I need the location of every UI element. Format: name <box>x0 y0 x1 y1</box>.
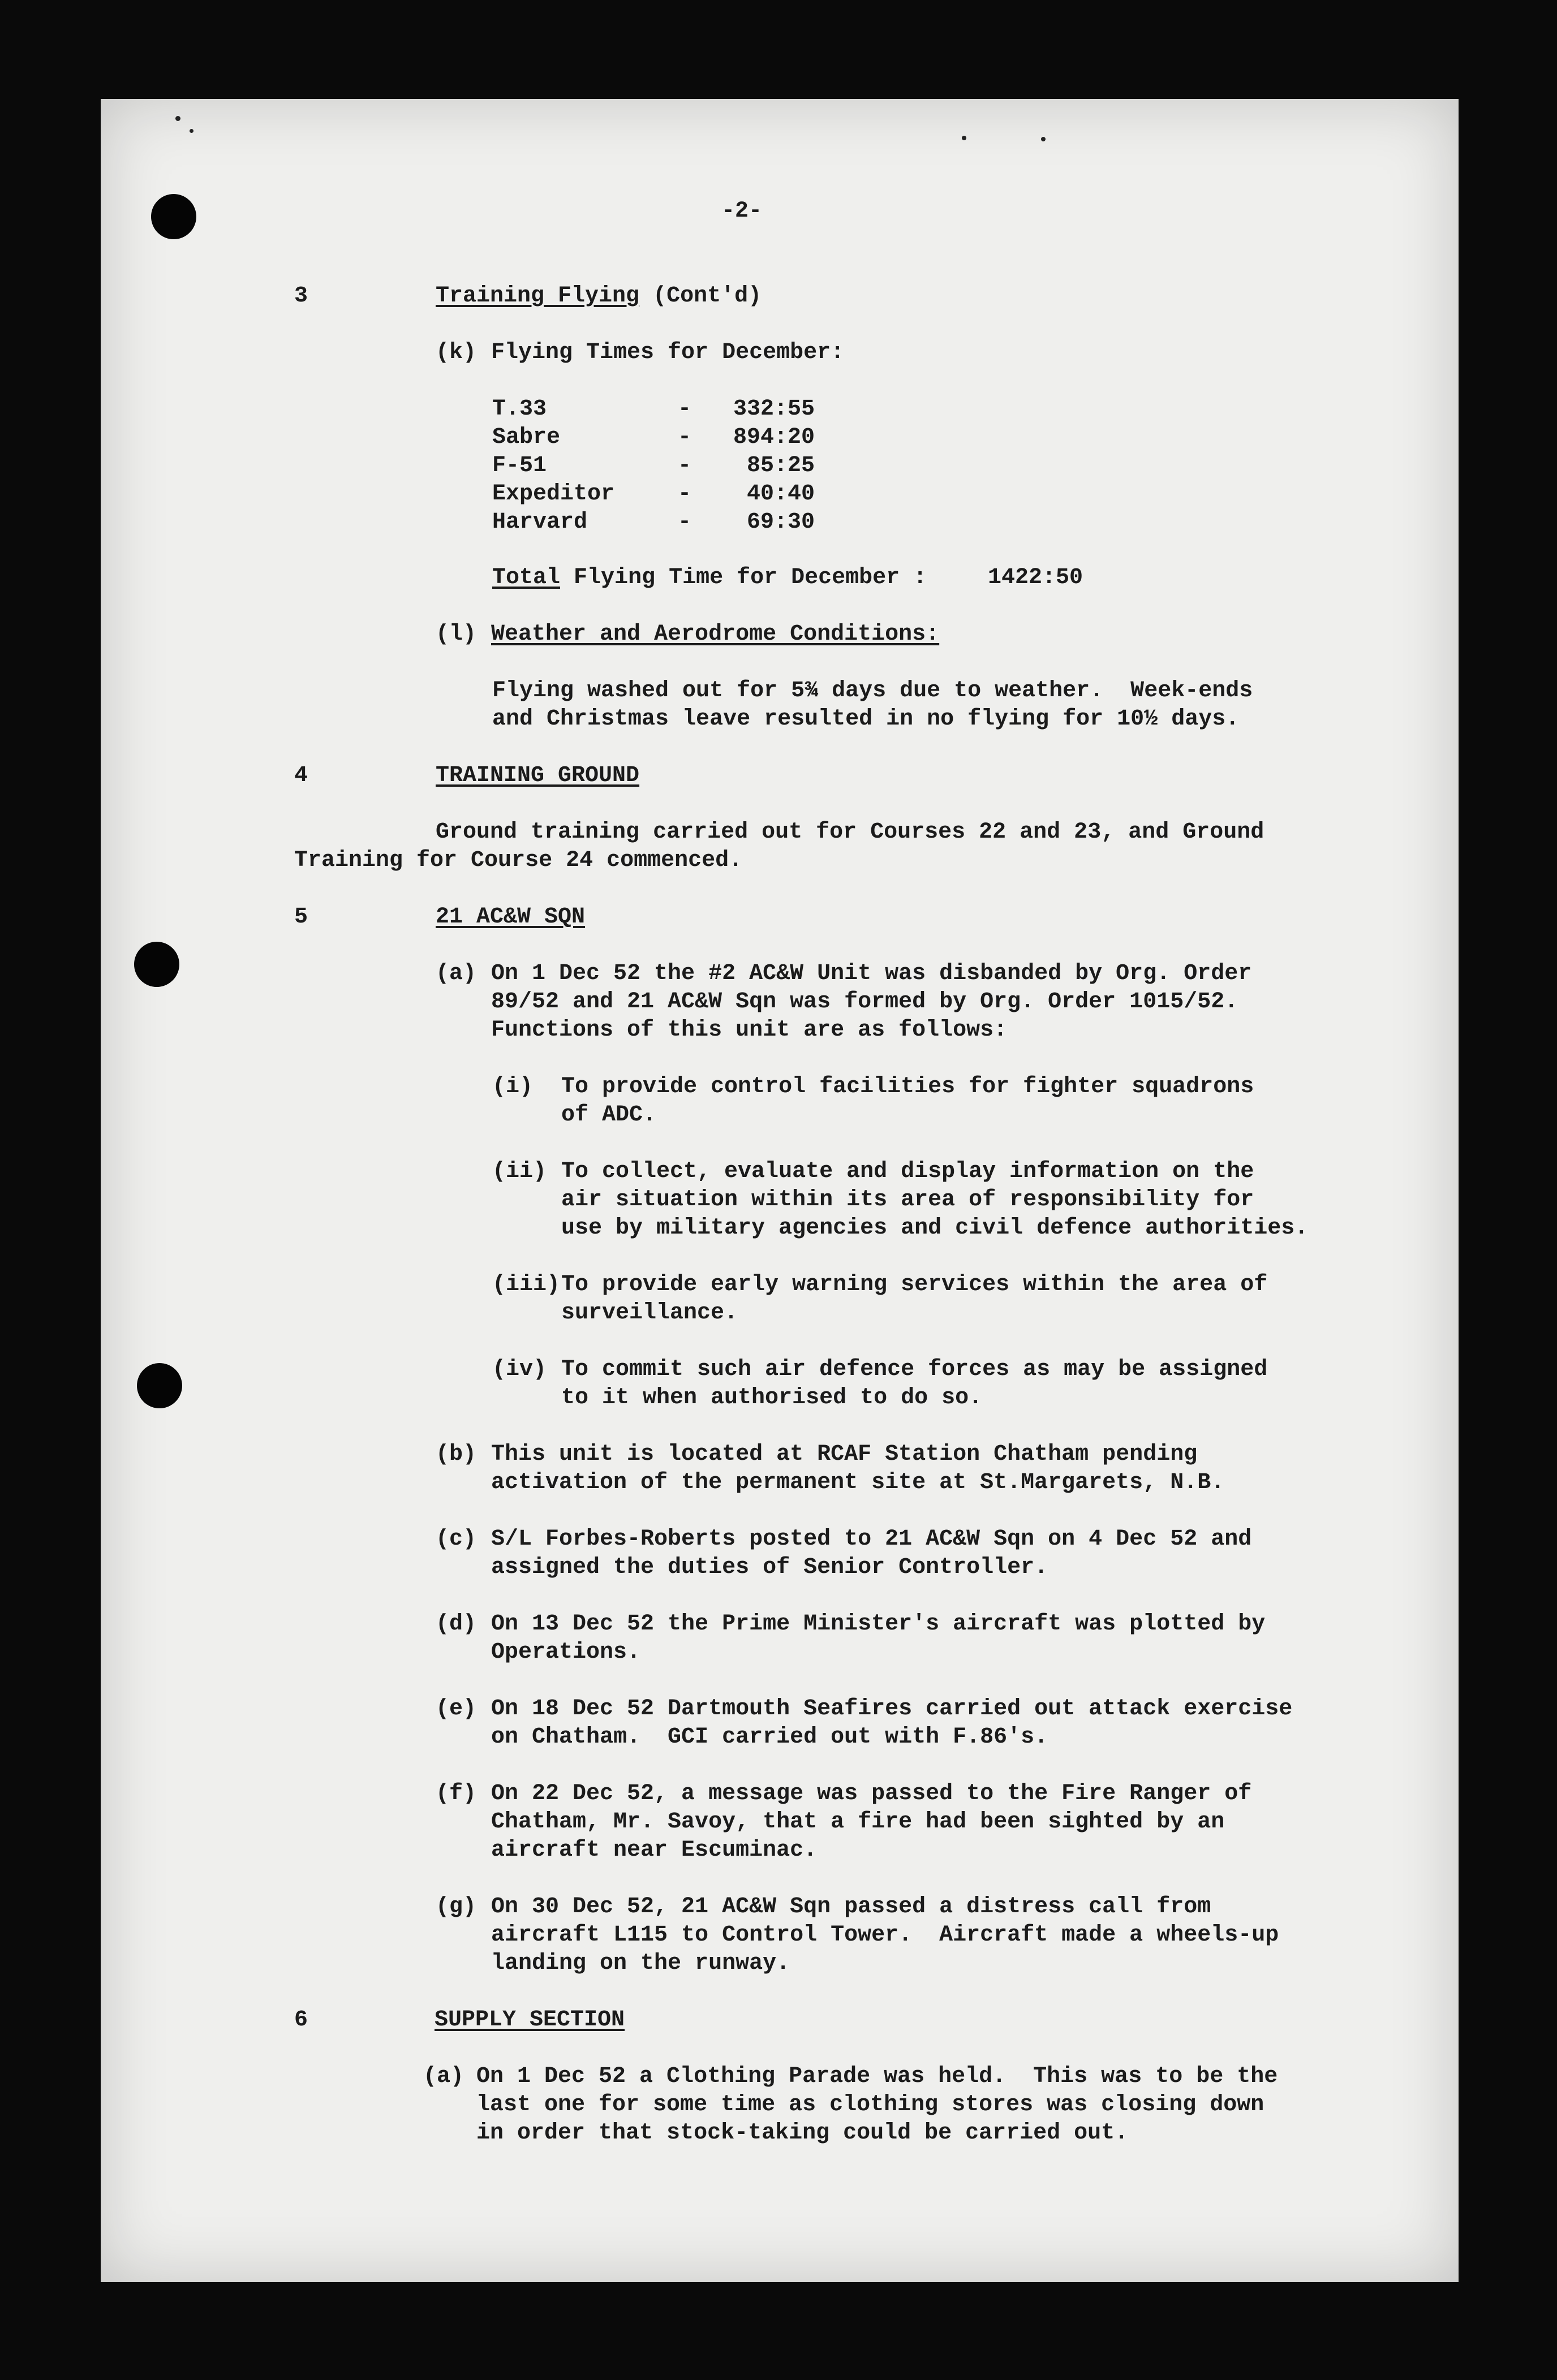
item-label: (g) <box>436 1894 477 1920</box>
punch-hole-lower <box>137 1363 182 1408</box>
time-aircraft: Harvard <box>492 510 588 535</box>
item-line: assigned the duties of Senior Controller. <box>491 1555 1048 1580</box>
item-a-line: 89/52 and 21 AC&W Sqn was formed by Org. Order 1015/52. <box>491 989 1238 1015</box>
function-label: (ii) <box>492 1159 547 1184</box>
item-a-label: (a) <box>436 961 477 986</box>
time-value: 894:20 <box>733 425 815 450</box>
item-label: (d) <box>436 1611 477 1637</box>
item-line: S/L Forbes-Roberts posted to 21 AC&W Sqn on 4 Dec 52 and <box>491 1527 1252 1552</box>
dust-speck <box>1041 137 1046 141</box>
item-label: (c) <box>436 1527 477 1552</box>
weather-line: and Christmas leave resulted in no flying for 10½ days. <box>492 706 1240 732</box>
total-text: Flying Time for December : <box>574 565 927 590</box>
time-dash: - <box>678 396 692 422</box>
section-3-title: Training Flying <box>436 283 640 309</box>
time-value: 332:55 <box>733 396 815 422</box>
punch-hole-top <box>151 194 196 239</box>
dust-speck <box>962 136 966 140</box>
function-label: (i) <box>492 1074 534 1100</box>
time-aircraft: Sabre <box>492 425 561 450</box>
function-line: of ADC. <box>561 1102 657 1128</box>
item-label: (e) <box>436 1696 477 1722</box>
total-line <box>492 563 927 593</box>
supply-item-line: in order that stock-taking could be carried out. <box>476 2120 1129 2146</box>
time-dash: - <box>678 481 692 507</box>
punch-hole-middle <box>134 942 179 987</box>
function-line: To provide early warning services within the area of <box>561 1272 1268 1297</box>
section-5-number: 5 <box>294 904 308 930</box>
supply-item-line: last one for some time as clothing stores was closing down <box>476 2092 1264 2118</box>
page-number: -2- <box>721 199 763 224</box>
time-value: 85:25 <box>747 453 815 478</box>
section-4-number: 4 <box>294 763 308 788</box>
section-4-line: Training for Course 24 commenced. <box>294 848 743 873</box>
section-3-heading <box>436 282 762 311</box>
time-aircraft: Expeditor <box>492 481 615 507</box>
section-6-number: 6 <box>294 2007 308 2033</box>
function-label: (iii) <box>492 1272 561 1297</box>
time-aircraft: F-51 <box>492 453 547 478</box>
item-line: This unit is located at RCAF Station Chatham pending <box>491 1442 1198 1467</box>
item-line: Chatham, Mr. Savoy, that a fire had been sighted by an <box>491 1809 1225 1835</box>
section-5-title: 21 AC&W SQN <box>436 904 586 930</box>
item-line: Operations. <box>491 1640 641 1665</box>
dust-speck <box>190 129 193 133</box>
function-line: to it when authorised to do so. <box>561 1385 983 1411</box>
dust-speck <box>175 116 180 121</box>
weather-line: Flying washed out for 5¾ days due to weather. Week-ends <box>492 678 1253 704</box>
total-value: 1422:50 <box>988 565 1083 590</box>
item-line: activation of the permanent site at St.Margarets, N.B. <box>491 1470 1225 1495</box>
function-line: air situation within its area of responsibility for <box>561 1187 1254 1213</box>
item-line: on Chatham. GCI carried out with F.86's. <box>491 1724 1048 1750</box>
time-value: 40:40 <box>747 481 815 507</box>
time-value: 69:30 <box>747 510 815 535</box>
item-line: On 18 Dec 52 Dartmouth Seafires carried out attack exercise <box>491 1696 1293 1722</box>
function-line: use by military agencies and civil defence authorities. <box>561 1215 1309 1241</box>
item-line: On 30 Dec 52, 21 AC&W Sqn passed a distress call from <box>491 1894 1211 1920</box>
item-line: On 13 Dec 52 the Prime Minister's aircraft was plotted by <box>491 1611 1266 1637</box>
total-word: Total <box>492 565 561 590</box>
item-a-line: On 1 Dec 52 the #2 AC&W Unit was disbanded by Org. Order <box>491 961 1252 986</box>
section-4-title: TRAINING GROUND <box>436 763 640 788</box>
item-label: (f) <box>436 1781 477 1806</box>
item-label: (b) <box>436 1442 477 1467</box>
item-line: aircraft near Escuminac. <box>491 1838 818 1863</box>
section-6-title: SUPPLY SECTION <box>435 2007 625 2033</box>
item-l-title: Weather and Aerodrome Conditions: <box>491 622 940 647</box>
item-line: landing on the runway. <box>491 1951 790 1976</box>
time-aircraft: T.33 <box>492 396 547 422</box>
item-k-label: (k) <box>436 340 477 365</box>
function-line: To provide control facilities for fighter squadrons <box>561 1074 1254 1100</box>
item-line: On 22 Dec 52, a message was passed to the Fire Ranger of <box>491 1781 1252 1806</box>
section-3-number: 3 <box>294 283 308 309</box>
function-line: To commit such air defence forces as may be assigned <box>561 1357 1268 1382</box>
item-line: aircraft L115 to Control Tower. Aircraft made a wheels-up <box>491 1922 1279 1948</box>
time-dash: - <box>678 510 692 535</box>
supply-item-label: (a) <box>423 2064 464 2089</box>
supply-item-line: On 1 Dec 52 a Clothing Parade was held. This was to be the <box>476 2064 1278 2089</box>
function-label: (iv) <box>492 1357 547 1382</box>
function-line: surveillance. <box>561 1300 738 1326</box>
section-3-title-suffix: (Cont'd) <box>653 283 762 309</box>
item-a-line: Functions of this unit are as follows: <box>491 1017 1008 1043</box>
function-line: To collect, evaluate and display information on the <box>561 1159 1254 1184</box>
time-dash: - <box>678 425 692 450</box>
item-k-text: Flying Times for December: <box>491 340 845 365</box>
time-dash: - <box>678 453 692 478</box>
item-l-label: (l) <box>436 622 477 647</box>
section-4-line: Ground training carried out for Courses 22 and 23, and Ground <box>436 820 1264 845</box>
